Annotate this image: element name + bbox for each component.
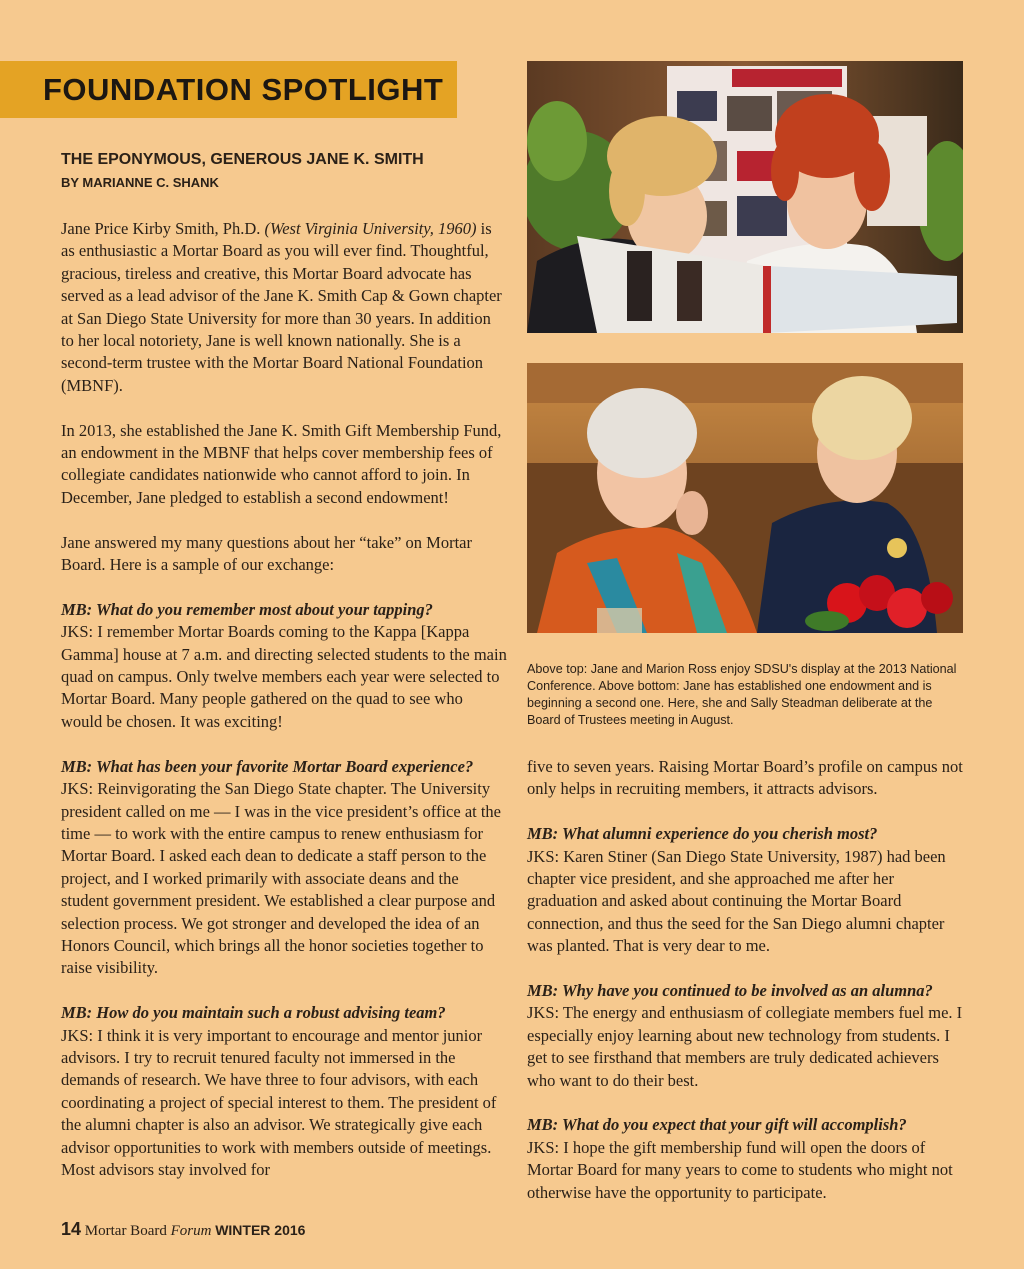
question: MB: What alumni experience do you cherish most? bbox=[527, 824, 878, 844]
question: MB: How do you maintain such a robust advising team? bbox=[61, 1003, 446, 1023]
continuation-paragraph: five to seven years. Raising Mortar Board’s profile on campus not only helps in recruiting members, it attracts advisors. bbox=[527, 757, 963, 799]
question: MB: What has been your favorite Mortar Board experience? bbox=[61, 756, 474, 776]
intro-text: is as enthusiastic a Mortar Board as you will ever find. Thoughtful, gracious, tireless and creative, this Mortar Board advocate has served as a lead advisor of the Jane K. Smith Cap & Gown chapter at San Diego State University for more than 30 years. In addition to her local notoriety, Jane is well known nationally. She is a second-term trustee with the Mortar Board National Foundation (MBNF). bbox=[61, 219, 502, 395]
intro-name: Jane Price Kirby Smith, Ph.D. bbox=[61, 219, 261, 238]
qa-item bbox=[61, 599, 507, 733]
paragraph-exchange: Jane answered my many questions about her “take” on Mortar Board. Here is a sample of our exchange: bbox=[61, 532, 472, 575]
question: MB: What do you expect that your gift will accomplish? bbox=[527, 1115, 907, 1135]
answer: JKS: I remember Mortar Boards coming to the Kappa [Kappa Gamma] house at 7 a.m. and directing selected students to the main quad on campus. Only twelve members each year were selected to Mortar Board. Many people gathered on the quad to see who would be chosen. It was exciting! bbox=[61, 622, 507, 731]
right-column bbox=[527, 756, 967, 1226]
qa-item bbox=[527, 980, 967, 1092]
answer: JKS: Karen Stiner (San Diego State University, 1987) had been chapter vice president, and she approached me after her graduation and asked about continuing the Mortar Board connection, and thus the seed for the San Diego alumni chapter was planted. That is very dear to me. bbox=[527, 846, 946, 956]
qa-item bbox=[61, 756, 507, 980]
page-number: 14 bbox=[61, 1219, 82, 1239]
answer: JKS: The energy and enthusiasm of collegiate members fuel me. I especially enjoy learning about new technology from students. I get to see firsthand that members are truly dedicated achievers who want to do their best. bbox=[527, 1003, 963, 1090]
qa-item bbox=[527, 823, 967, 957]
intro-affiliation: (West Virginia University, 1960) bbox=[264, 219, 477, 238]
question: MB: What do you remember most about your tapping? bbox=[61, 599, 433, 619]
answer: JKS: I think it is very important to encourage and mentor junior advisors. I try to recruit tenured faculty not immersed in the demands of research. We have three to four advisors, with each coordinating a project of special interest to them. The president of the alumni chapter is also an advisor. We strategically give each advisor opportunities to work with members outside of meetings. Most advisors stay involved for bbox=[61, 1025, 497, 1179]
intro-paragraph bbox=[61, 218, 507, 397]
issue-season: WINTER 2016 bbox=[215, 1222, 306, 1238]
left-column bbox=[61, 218, 507, 1204]
page-footer bbox=[61, 1219, 305, 1240]
photo-jane-and-sally-steadman bbox=[527, 363, 963, 633]
answer: JKS: Reinvigorating the San Diego State chapter. The University president called on me — I was in the vice president’s office at the time — to work with the entire campus to renew enthusiasm for Mortar Board. I asked each dean to dedicate a staff person to the project, and I worked primarily with associate deans and the student government president. We established a clear purpose and selection process. We got stronger and developed the idea of an Honors Council, which brings all the honor societies together to raise visibility. bbox=[61, 779, 502, 978]
qa-item bbox=[61, 1002, 507, 1181]
paragraph-endowment: In 2013, she established the Jane K. Smith Gift Membership Fund, an endowment in the MBNF that helps cover membership fees of collegiate candidates nationwide who cannot afford to join. In December, Jane pledged to establish a second endowment! bbox=[61, 420, 502, 507]
publication-name-italic: Forum bbox=[170, 1223, 212, 1239]
article-headline: THE EPONYMOUS, GENEROUS JANE K. SMITH bbox=[61, 151, 424, 168]
photo-caption: Above top: Jane and Marion Ross enjoy SDSU's display at the 2013 National Conference. Above bottom: Jane has established one endowment and is beginning a second one. Here, she and Sally Steadman deliberate at the Board of Trustees meeting in August. bbox=[527, 662, 957, 727]
article-byline: BY MARIANNE C. SHANK bbox=[61, 175, 219, 190]
section-title: FOUNDATION SPOTLIGHT bbox=[43, 72, 444, 107]
publication-name: Mortar Board bbox=[84, 1223, 167, 1239]
qa-item bbox=[527, 1114, 967, 1204]
answer: JKS: I hope the gift membership fund will open the doors of Mortar Board for many years to come to students who might not otherwise have the opportunity to participate. bbox=[527, 1137, 953, 1202]
question: MB: Why have you continued to be involved as an alumna? bbox=[527, 981, 933, 1001]
photo-jane-and-marion-ross bbox=[527, 61, 963, 333]
